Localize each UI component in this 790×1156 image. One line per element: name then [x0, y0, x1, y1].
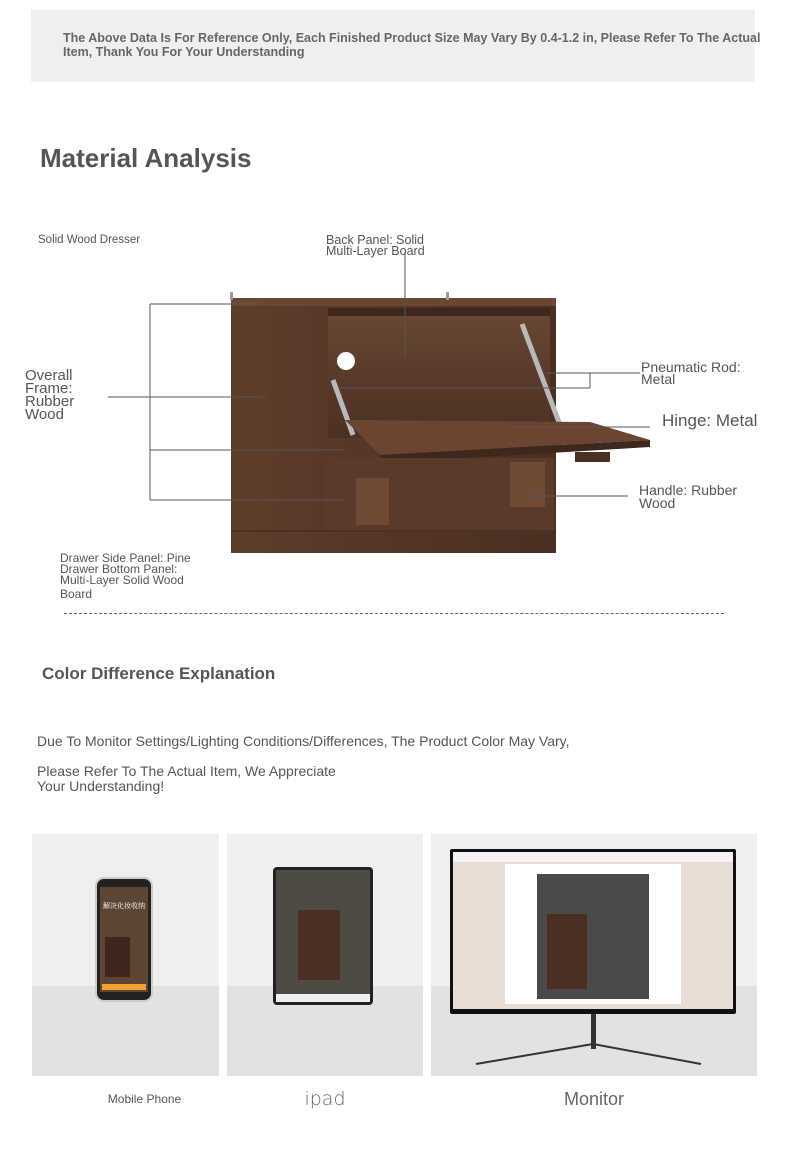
handle-label-line-2: Wood: [639, 495, 676, 511]
drawer-handle-left: [356, 478, 389, 525]
monitor-page-photo: [537, 874, 649, 999]
cabinet-inner-cavity: [328, 308, 550, 438]
hinge-label: Hinge: Metal: [662, 411, 758, 430]
ipad-device: [273, 867, 373, 1005]
ipad-caption: ipad: [304, 1088, 346, 1110]
drawer-panels-label-line-4: Board: [60, 587, 93, 601]
overall-frame-label-line-1: Overall: [25, 367, 73, 384]
pneumatic-rod-label-line-1: Pneumatic Rod:: [641, 359, 741, 375]
drawer-handle-right: [510, 462, 545, 507]
monitor-browser-bar: [453, 852, 733, 862]
color-difference-title: Color Difference Explanation: [42, 664, 276, 683]
color-paragraph-line-3: Your Understanding!: [37, 778, 165, 794]
ipad-screen-bar: [276, 994, 370, 1002]
solid-wood-dresser-label: Solid Wood Dresser: [38, 234, 141, 246]
drawer-panels-label: [60, 553, 191, 600]
cabinet-inner-shadow: [328, 308, 550, 316]
handle-label-line-1: Handle: Rubber: [639, 482, 738, 498]
monitor-screen: [453, 852, 733, 1009]
pneumatic-rod-label-line-2: Metal: [641, 371, 676, 387]
monitor-stand-base: [471, 1039, 721, 1069]
drawer-panels-label-line-3: Multi-Layer Solid Wood: [60, 573, 184, 587]
overall-frame-label-line-3: Rubber: [25, 393, 75, 410]
phone-caption: Mobile Phone: [107, 1092, 182, 1106]
drawer-panels-label-line-2: Drawer Bottom Panel:: [60, 562, 178, 576]
phone-screen: [100, 887, 148, 992]
back-panel-label-line-1: Back Panel: Solid: [326, 233, 424, 247]
drawer-panels-label-line-1: Drawer Side Panel: Pine: [60, 551, 191, 565]
cabinet-top-edge: [231, 298, 556, 306]
cable-hole: [337, 352, 355, 370]
section-divider: [64, 613, 724, 614]
monitor-panel: [431, 834, 757, 1076]
color-paragraph-line-1: Due To Monitor Settings/Lighting Conditions/Differences, The Product Color May Vary,: [37, 733, 570, 749]
wall-hook-left: [230, 292, 233, 300]
back-panel-label-line-2: Multi-Layer Board: [326, 244, 425, 258]
monitor-page: [505, 864, 681, 1004]
ipad-panel: [227, 834, 423, 1076]
overall-frame-label-line-4: Wood: [25, 406, 64, 423]
monitor-caption: Monitor: [563, 1089, 625, 1109]
notice-text: The Above Data Is For Reference Only, Each Finished Product Size May Vary By 0.4-1.2 in, Please Refer To The Actual Item, Thank You For Your Understanding: [63, 31, 761, 59]
wall-hook-right: [446, 292, 449, 300]
desk-support-right: [575, 452, 610, 462]
phone-device: [95, 877, 153, 1002]
overall-frame-label-line-2: Frame:: [25, 380, 73, 397]
phone-panel: [32, 834, 219, 1076]
color-paragraph-line-2: Please Refer To The Actual Item, We Appreciate: [37, 763, 336, 779]
dresser-illustration: [0, 220, 790, 560]
ipad-screen: [276, 870, 370, 1002]
ipad-screen-dresser: [298, 910, 340, 980]
monitor-page-dresser: [547, 914, 587, 989]
phone-screen-dresser: [105, 937, 130, 977]
phone-screen-buy-bar: [102, 984, 146, 990]
material-analysis-title: Material Analysis: [40, 143, 252, 173]
monitor-device: [450, 849, 736, 1014]
phone-screen-text: 解决化妆收纳: [103, 903, 145, 910]
